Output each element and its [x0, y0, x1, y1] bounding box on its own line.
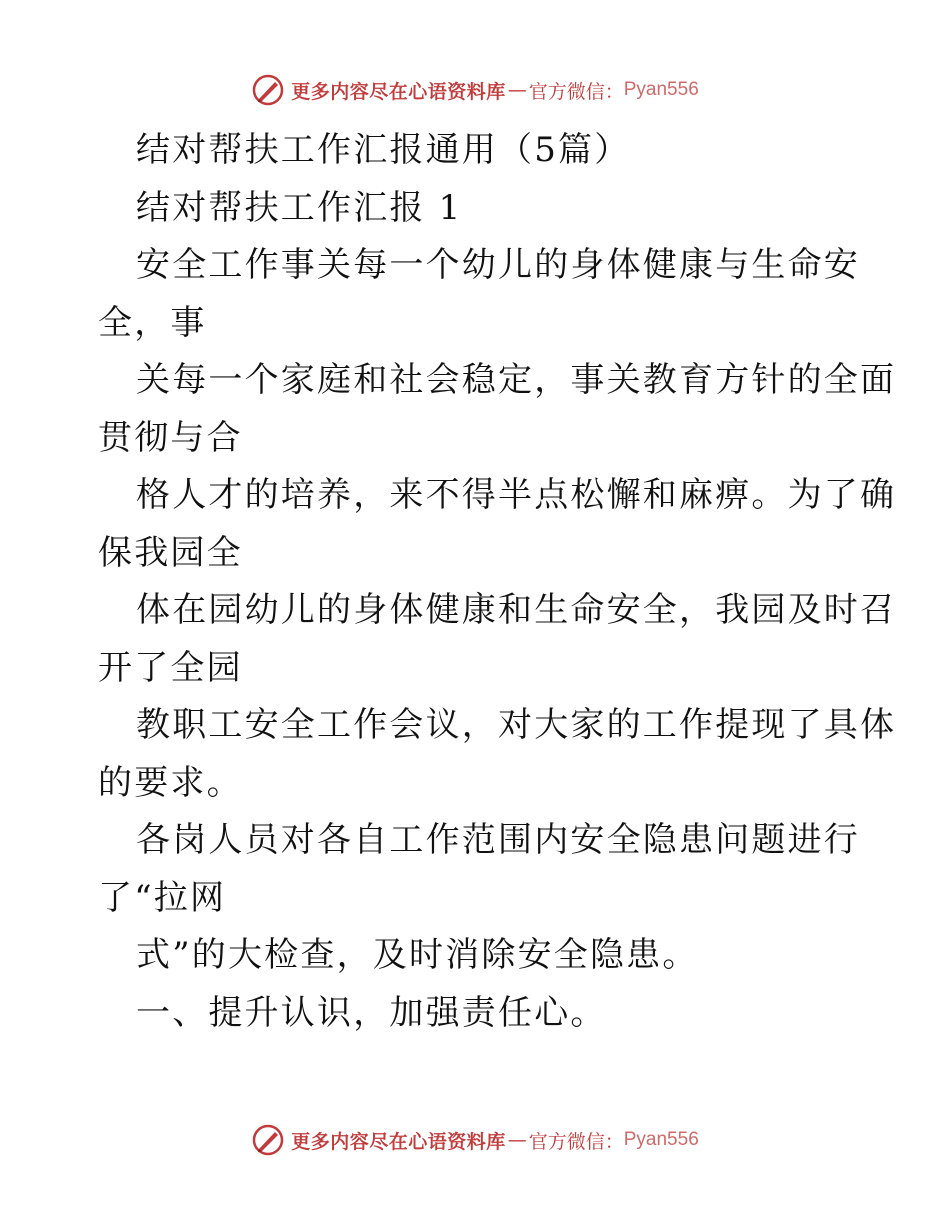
- document-subtitle: 结对帮扶工作汇报 1: [136, 187, 463, 228]
- footer-banner: [0, 1120, 950, 1160]
- header-banner: [0, 70, 950, 110]
- paragraph-line: 安全工作事关每一个幼儿的身体健康与生命安: [136, 245, 860, 285]
- pen-logo-icon: [251, 1123, 285, 1157]
- paragraph-line: 体在园幼儿的身体健康和生命安全，我园及时召: [136, 590, 897, 630]
- paragraph-line: 贯彻与合: [98, 417, 243, 458]
- paragraph-line: 教职工安全工作会议，对大家的工作提现了具体: [136, 705, 897, 745]
- paragraph-line: 全，事: [98, 302, 207, 343]
- paragraph-line: 各岗人员对各自工作范围内安全隐患问题进行: [136, 820, 860, 860]
- paragraph-line: 开了全园: [98, 647, 243, 688]
- section-heading: 一、提升认识，加强责任心。: [136, 992, 607, 1033]
- banner-slogan: 更多内容尽在心语资料库: [291, 80, 506, 103]
- paragraph-line: 关每一个家庭和社会稳定，事关教育方针的全面: [136, 360, 897, 400]
- paragraph-line: 式”的大检查，及时消除安全隐患。: [136, 935, 699, 975]
- banner-wechat-id: Pyan556: [623, 1129, 699, 1150]
- banner-wechat-id: Pyan556: [623, 79, 699, 100]
- document-body: [98, 122, 897, 1042]
- paragraph-line: 保我园全: [98, 532, 243, 573]
- banner-dash: —: [507, 1129, 527, 1151]
- pen-logo-icon: [251, 73, 285, 107]
- banner-dash: —: [507, 79, 527, 101]
- paragraph-line: 的要求。: [98, 762, 243, 803]
- paragraph-line: 格人才的培养，来不得半点松懈和麻痹。为了确: [136, 475, 897, 515]
- paragraph-line: 了“拉网: [98, 877, 227, 918]
- banner-wechat-label: 官方微信：: [528, 80, 624, 103]
- banner-wechat-label: 官方微信：: [528, 1130, 624, 1153]
- banner-slogan: 更多内容尽在心语资料库: [291, 1130, 506, 1153]
- document-title: 结对帮扶工作汇报通用（5篇）: [136, 130, 631, 170]
